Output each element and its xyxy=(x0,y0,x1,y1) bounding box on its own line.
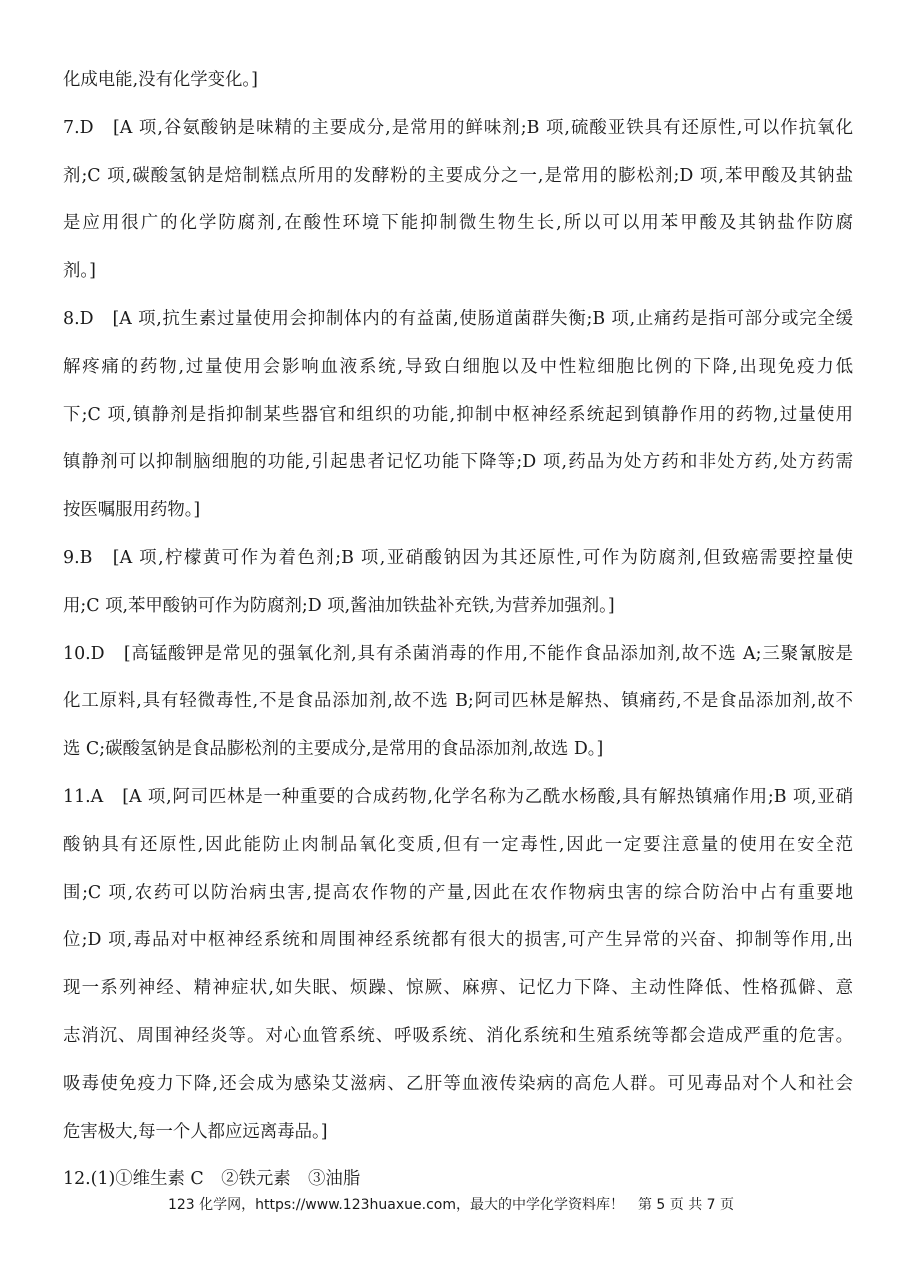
text-line-10: 按医嘱服用药物。] xyxy=(63,500,201,521)
text-line-14: 化工原料,具有轻微毒性,不是食品添加剂,故不选 B;阿司匹林是解热、镇痛药,不是食品添加剂,故不 xyxy=(63,691,853,712)
text-line-22: 吸毒使免疫力下降,还会成为感染艾滋病、乙肝等血液传染病的高危人群。可见毒品对个人和社会 xyxy=(63,1073,853,1094)
document-body xyxy=(63,62,853,1209)
text-line-18: 围;C 项,农药可以防治病虫害,提高农作物的产量,因此在农作物病虫害的综合防治中占有重要地 xyxy=(63,882,853,903)
text-line-12: 用;C 项,苯甲酸钠可作为防腐剂;D 项,酱油加铁盐补充铁,为营养加强剂。] xyxy=(63,595,615,616)
page-footer: 123 化学网，https://www.123huaxue.com，最大的中学化学资料库！ 第 5 页 共 7 页 xyxy=(167,1197,735,1213)
text-line-8: 下;C 项,镇静剂是指抑制某些器官和组织的功能,抑制中枢神经系统起到镇静作用的药物,过量使用 xyxy=(63,404,853,425)
text-line-6: 8.D [A 项,抗生素过量使用会抑制体内的有益菌,使肠道菌群失衡;B 项,止痛药是指可部分或完全缓 xyxy=(63,308,853,329)
text-line-13: 10.D [高锰酸钾是常见的强氧化剂,具有杀菌消毒的作用,不能作食品添加剂,故不选 A;三聚氰胺是 xyxy=(63,643,853,664)
text-line-21: 志消沉、周围神经炎等。对心血管系统、呼吸系统、消化系统和生殖系统等都会造成严重的危害。 xyxy=(63,1025,853,1046)
text-line-16: 11.A [A 项,阿司匹林是一种重要的合成药物,化学名称为乙酰水杨酸,具有解热镇痛作用;B 项,亚硝 xyxy=(63,786,853,807)
text-line-3: 剂;C 项,碳酸氢钠是焙制糕点所用的发酵粉的主要成分之一,是常用的膨松剂;D 项,苯甲酸及其钠盐 xyxy=(63,165,853,186)
text-line-19: 位;D 项,毒品对中枢神经系统和周围神经系统都有很大的损害,可产生异常的兴奋、抑制等作用,出 xyxy=(63,930,853,951)
text-line-17: 酸钠具有还原性,因此能防止肉制品氧化变质,但有一定毒性,因此一定要注意量的使用在安全范 xyxy=(63,834,853,855)
text-line-20: 现一系列神经、精神症状,如失眠、烦躁、惊厥、麻痹、记忆力下降、主动性降低、性格孤僻、意 xyxy=(63,978,853,999)
text-line-2: 7.D [A 项,谷氨酸钠是味精的主要成分,是常用的鲜味剂;B 项,硫酸亚铁具有还原性,可以作抗氧化 xyxy=(63,117,853,138)
text-line-24: 12.(1)①维生素 C ②铁元素 ③油脂 xyxy=(63,1169,361,1190)
text-line-4: 是应用很广的化学防腐剂,在酸性环境下能抑制微生物生长,所以可以用苯甲酸及其钠盐作防腐 xyxy=(63,213,853,234)
text-line-9: 镇静剂可以抑制脑细胞的功能,引起患者记忆功能下降等;D 项,药品为处方药和非处方药,处方药需 xyxy=(63,452,853,473)
text-line-11: 9.B [A 项,柠檬黄可作为着色剂;B 项,亚硝酸钠因为其还原性,可作为防腐剂,但致癌需要控量使 xyxy=(63,547,853,568)
text-line-7: 解疼痛的药物,过量使用会影响血液系统,导致白细胞以及中性粒细胞比例的下降,出现免疫力低 xyxy=(63,356,853,377)
text-line-23: 危害极大,每一个人都应远离毒品。] xyxy=(63,1121,328,1142)
text-line-5: 剂。] xyxy=(63,261,96,282)
text-line-1: 化成电能,没有化学变化。] xyxy=(63,70,258,90)
text-line-15: 选 C;碳酸氢钠是食品膨松剂的主要成分,是常用的食品添加剂,故选 D。] xyxy=(63,739,604,760)
